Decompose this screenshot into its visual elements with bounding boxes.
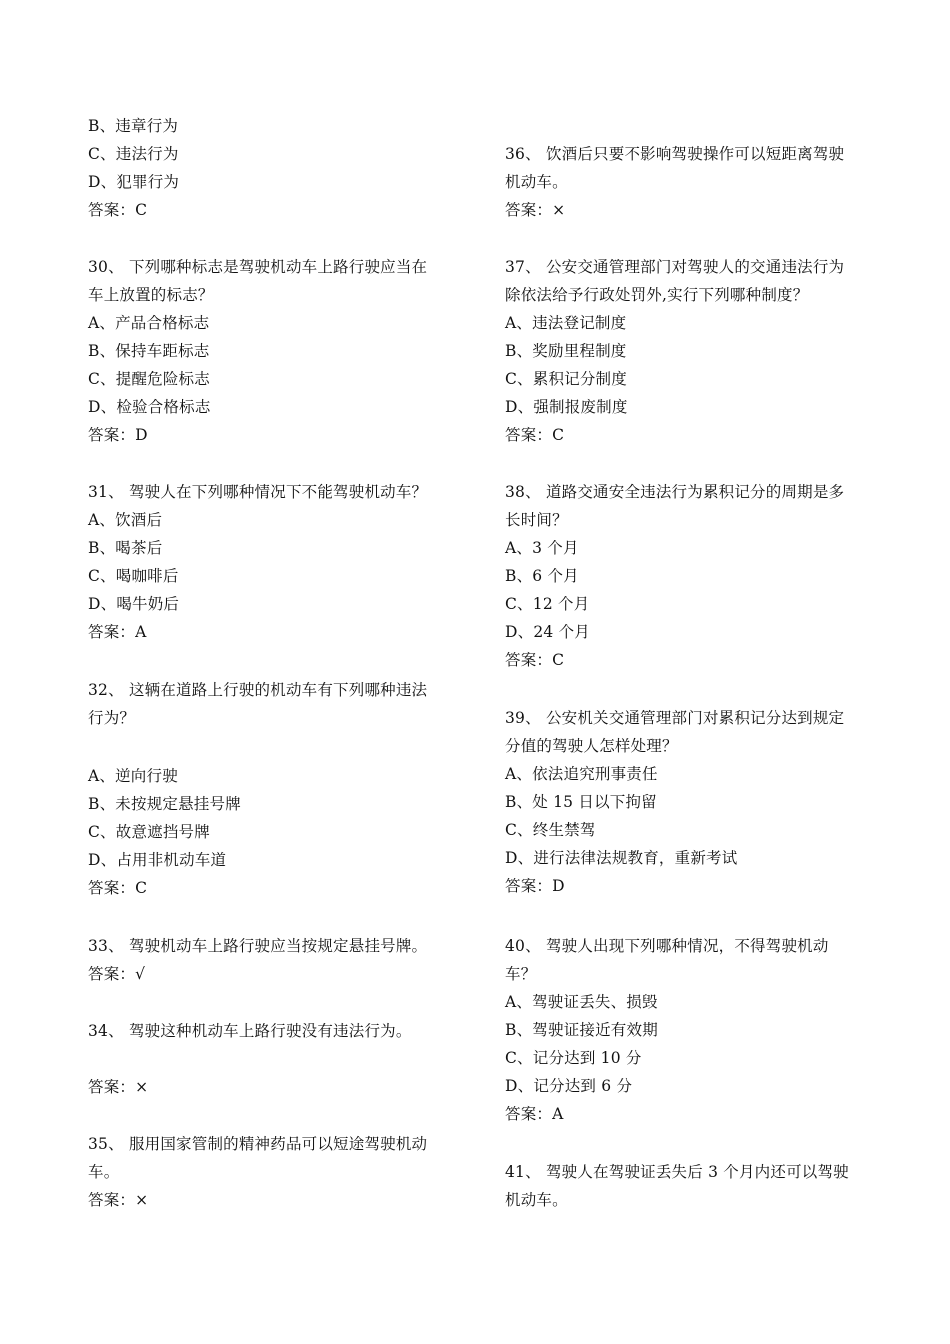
text-line: A、逆向行驶 [88, 767, 178, 785]
text-line: C、12 个月 [505, 595, 590, 613]
text-line: 答案：D [505, 877, 565, 895]
text-line: A、驾驶证丢失、损毁 [505, 993, 658, 1011]
text-line: 答案：A [505, 1105, 564, 1123]
text-line: C、故意遮挡号牌 [88, 823, 210, 841]
text-line: D、犯罪行为 [88, 173, 180, 191]
text-line: A、依法追究刑事责任 [505, 765, 658, 783]
text-line: 车？ [505, 965, 537, 983]
text-line: C、违法行为 [88, 145, 179, 163]
text-line: 答案：√ [88, 965, 146, 983]
text-line: 答案：× [505, 201, 566, 219]
text-line: 答案：D [88, 426, 148, 444]
text-line: 答案：× [88, 1191, 149, 1209]
text-line: B、奖励里程制度 [505, 342, 627, 360]
text-line: 31、 驾驶人在下列哪种情况下不能驾驶机动车？ [88, 483, 428, 501]
text-line: 答案：C [88, 201, 148, 219]
text-line: 39、 公安机关交通管理部门对累积记分达到规定 [505, 709, 845, 727]
text-line: B、喝茶后 [88, 539, 163, 557]
text-line: 答案：C [88, 879, 148, 897]
text-line: 38、 道路交通安全违法行为累积记分的周期是多 [505, 483, 845, 501]
text-line: D、进行法律法规教育，重新考试 [505, 849, 738, 867]
text-line: 答案：C [505, 426, 565, 444]
text-line: 35、 服用国家管制的精神药品可以短途驾驶机动 [88, 1135, 428, 1153]
text-line: B、保持车距标志 [88, 342, 210, 360]
text-line: A、3 个月 [505, 539, 579, 557]
text-line: D、强制报废制度 [505, 398, 628, 416]
text-line: 36、 饮酒后只要不影响驾驶操作可以短距离驾驶 [505, 145, 845, 163]
text-line: C、喝咖啡后 [88, 567, 179, 585]
text-line: B、6 个月 [505, 567, 579, 585]
text-line: C、提醒危险标志 [88, 370, 210, 388]
text-line: 长时间？ [505, 511, 568, 529]
text-line: C、终生禁驾 [505, 821, 596, 839]
text-line: B、违章行为 [88, 117, 179, 135]
text-line: 32、 这辆在道路上行驶的机动车有下列哪种违法 [88, 681, 428, 699]
text-line: D、记分达到 6 分 [505, 1077, 633, 1095]
text-line: D、检验合格标志 [88, 398, 211, 416]
text-line: 30、 下列哪种标志是驾驶机动车上路行驶应当在 [88, 258, 428, 276]
text-line: A、饮酒后 [88, 511, 163, 529]
text-line: 33、 驾驶机动车上路行驶应当按规定悬挂号牌。 [88, 937, 428, 955]
text-line: 行为？ [88, 709, 136, 727]
text-line: D、24 个月 [505, 623, 590, 641]
text-line: 40、 驾驶人出现下列哪种情况，不得驾驶机动 [505, 937, 829, 955]
text-line: 除依法给予行政处罚外,实行下列哪种制度？ [505, 286, 809, 304]
text-line: 答案：C [505, 651, 565, 669]
text-line: D、占用非机动车道 [88, 851, 227, 869]
text-line: 机动车。 [505, 173, 568, 191]
text-line: 答案：A [88, 623, 147, 641]
text-line: C、累积记分制度 [505, 370, 627, 388]
text-line: 37、 公安交通管理部门对驾驶人的交通违法行为 [505, 258, 845, 276]
text-line: C、记分达到 10 分 [505, 1049, 642, 1067]
text-line: 41、 驾驶人在驾驶证丢失后 3 个月内还可以驾驶 [505, 1163, 849, 1181]
text-line: 机动车。 [505, 1191, 568, 1209]
text-line: A、产品合格标志 [88, 314, 210, 332]
text-line: 答案：× [88, 1078, 149, 1096]
text-line: A、违法登记制度 [505, 314, 627, 332]
text-line: 34、 驾驶这种机动车上路行驶没有违法行为。 [88, 1022, 412, 1040]
text-line: B、驾驶证接近有效期 [505, 1021, 658, 1039]
text-line: 分值的驾驶人怎样处理？ [505, 737, 678, 755]
text-line: 车上放置的标志？ [88, 286, 214, 304]
text-line: B、处 15 日以下拘留 [505, 793, 657, 811]
text-line: 车。 [88, 1163, 120, 1181]
text-line: D、喝牛奶后 [88, 595, 180, 613]
text-line: B、未按规定悬挂号牌 [88, 795, 241, 813]
